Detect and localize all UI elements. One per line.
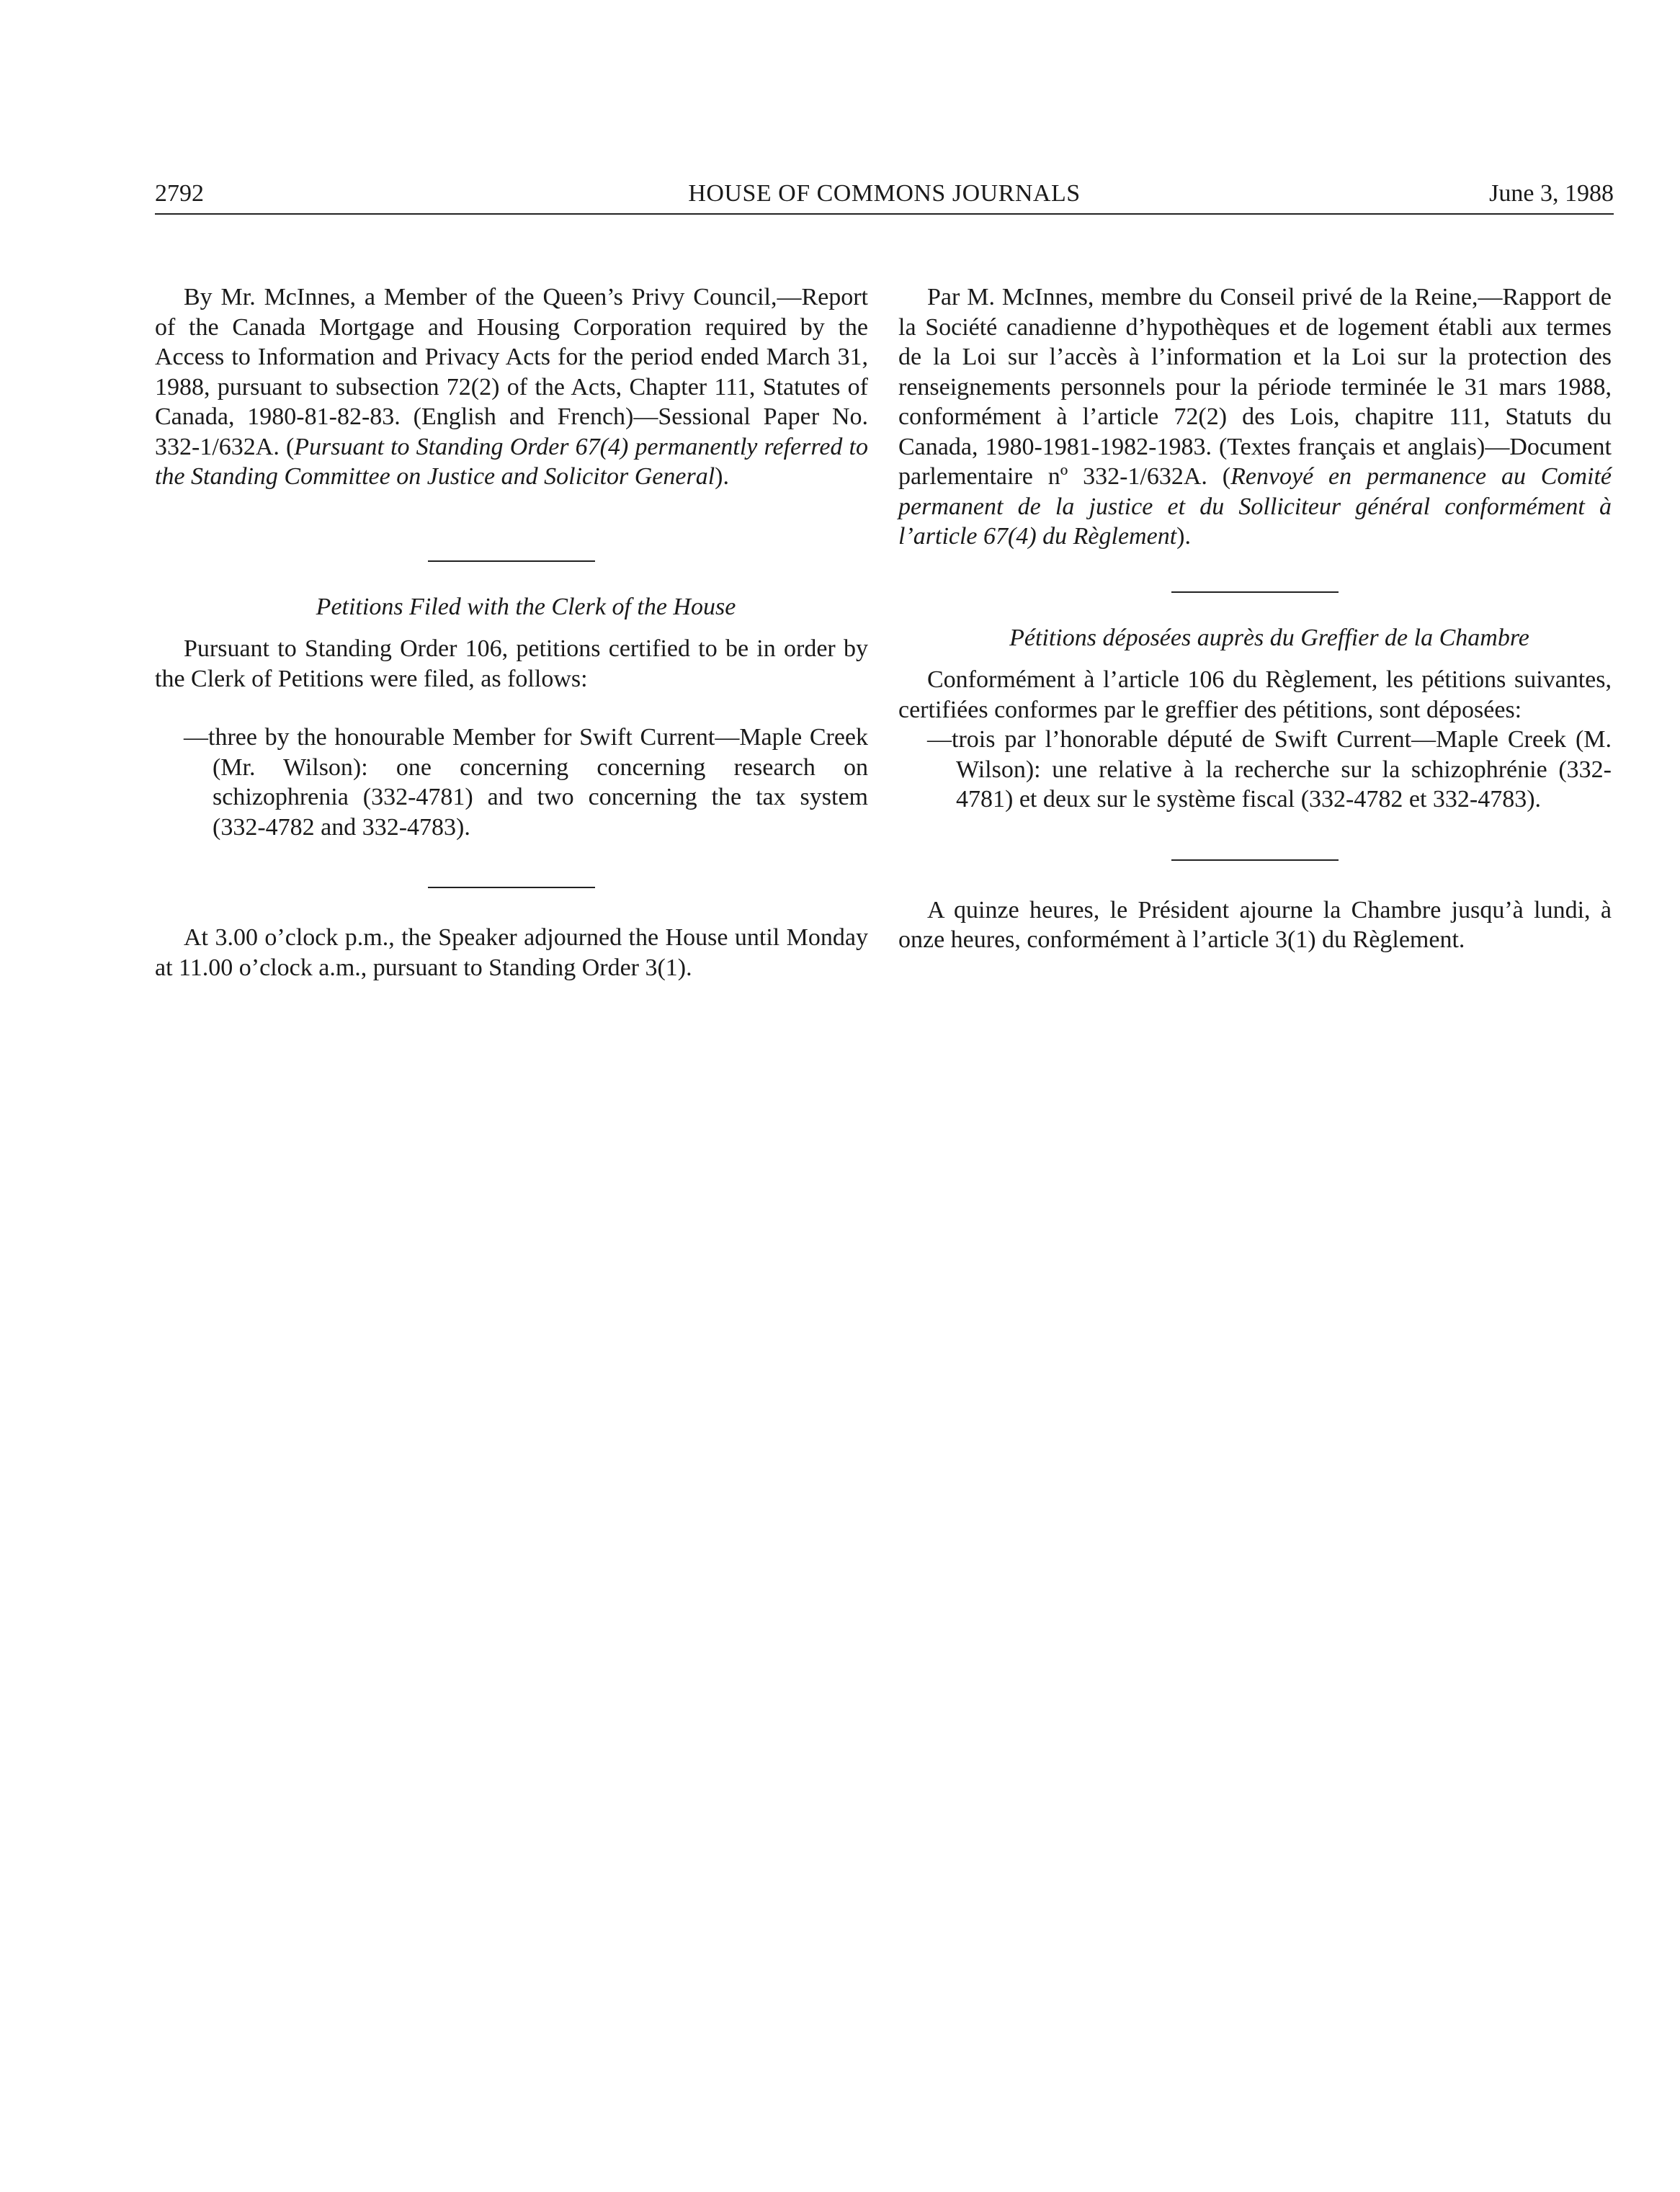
french-report-end: ). [1176,523,1191,550]
separator-rule [1171,591,1339,593]
page-number: 2792 [155,180,204,207]
english-adjournment: At 3.00 o’clock p.m., the Speaker adjourned the House until Monday at 11.00 o’clock a.m., pursuant to Standing Order 3(1). [155,924,868,981]
english-report-paragraph [155,282,868,492]
french-petitions-intro: Conformément à l’article 106 du Règlement, les pétitions suivantes, certifiées conformes par le greffier des pétitions, sont déposées: [898,666,1612,723]
english-petitions-item: —three by the honourable Member for Swift Current—Maple Creek (Mr. Wilson): one concerning concerning research on schizophrenia (332-4781) and two concerning the tax system (332-4782 and 332-4783). [184,724,868,841]
french-report-referral: Renvoyé en permanence au Comité permanent de la justice et du Solliciteur général conformément à l’article 67(4) du Règlement [898,463,1612,550]
journal-date: June 3, 1988 [1489,180,1614,207]
french-report-paragraph [898,282,1612,552]
english-petitions-heading: Petitions Filed with the Clerk of the House [316,593,736,620]
page-header [155,180,1614,215]
french-adjournment: A quinze heures, le Président ajourne la Chambre jusqu’à lundi, à onze heures, conformément à l’article 3(1) du Règlement. [898,896,1612,953]
english-report-referral: Pursuant to Standing Order 67(4) permanently referred to the Standing Committee on Justice and Solicitor General [155,433,868,490]
separator-rule [428,887,595,888]
journal-title: HOUSE OF COMMONS JOURNALS [688,180,1081,207]
french-column [898,282,1612,955]
french-report-text: Par M. McInnes, membre du Conseil privé de la Reine,—Rapport de la Société canadienne d’hypothèques et de logement établi aux termes de la Loi sur l’accès à l’information et la Loi sur la protection des renseignements personnels pour la période terminée le 31 mars 1988, conformément à l’article 72(2) des Lois, chapitre 111, Statuts du Canada, 1980-1981-1982-1983. (Textes français et anglais)—Document parlementaire nº 332-1/632A. ( [898,284,1612,490]
english-report-end: ). [715,463,729,490]
english-petitions-intro: Pursuant to Standing Order 106, petitions certified to be in order by the Clerk of Petitions were filed, as follows: [155,635,868,692]
separator-rule [1171,859,1339,861]
french-petitions-item: —trois par l’honorable député de Swift Current—Maple Creek (M. Wilson): une relative à la recherche sur la schizophrénie (332-4781) et deux sur le système fiscal (332-4782 et 332-4783). [927,726,1612,813]
english-column [155,282,868,983]
separator-rule [428,560,595,562]
english-report-text: By Mr. McInnes, a Member of the Queen’s Privy Council,—Report of the Canada Mortgage and Housing Corporation required by the Access to Information and Privacy Acts for the period ended March 31, 1988, pursuant to subsection 72(2) of the Acts, Chapter 111, Statutes of Canada, 1980-81-82-83. (English and French)—Sessional Paper No. 332-1/632A. ( [155,284,868,460]
header-rule [155,213,1614,215]
french-petitions-heading: Pétitions déposées auprès du Greffier de la Chambre [1009,624,1529,651]
